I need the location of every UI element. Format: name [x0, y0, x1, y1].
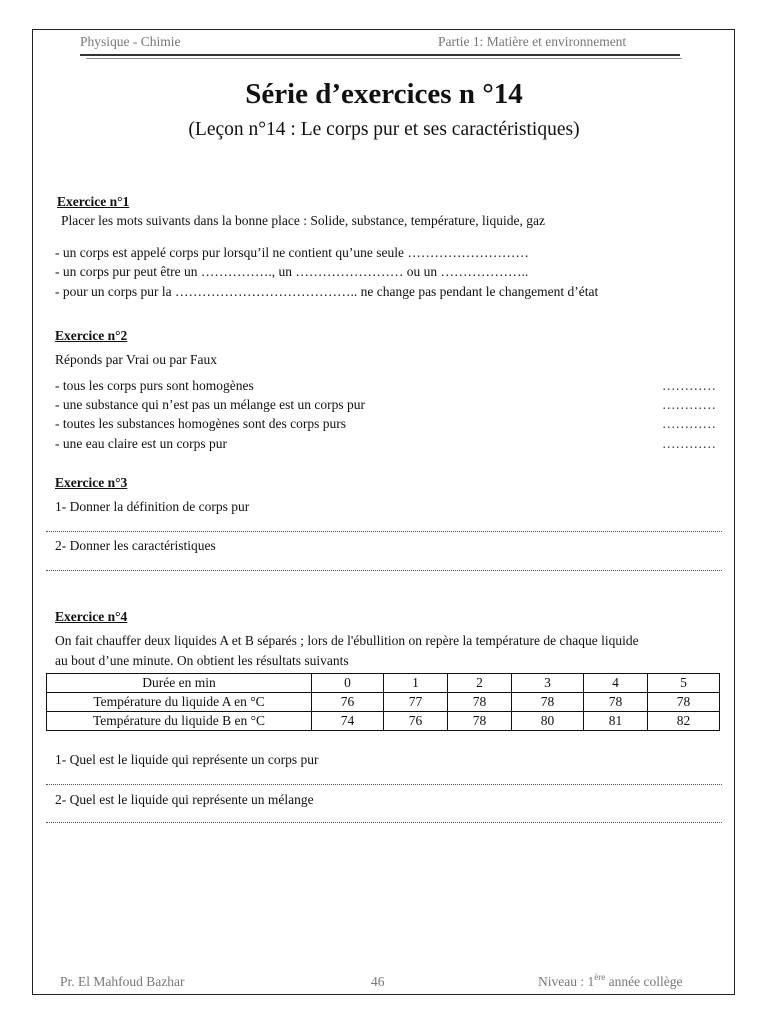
table-cell: 78 — [584, 693, 648, 712]
ex2-heading: Exercice n°2 — [55, 328, 128, 343]
table-row — [47, 674, 720, 693]
header-subject: Physique - Chimie — [80, 34, 181, 49]
table-cell: Durée en min — [47, 674, 312, 693]
ex2-answer-blank: ………… — [662, 397, 716, 412]
ex4-question-2: 2- Quel est le liquide qui représente un mélange — [55, 792, 314, 807]
answer-line — [46, 531, 722, 532]
answer-line — [46, 822, 722, 823]
ex1-line: - un corps est appelé corps pur lorsqu’il ne contient qu’une seule ……………………… — [55, 245, 529, 260]
table-row — [47, 693, 720, 712]
header-rule — [80, 54, 680, 56]
ex4-intro-line: au bout d’une minute. On obtient les résultats suivants — [55, 653, 349, 668]
ex2-item: - une eau claire est un corps pur — [55, 436, 228, 451]
ex1-line: - un corps pur peut être un ……………., un …………………… ou un ……………….. — [55, 264, 529, 279]
ex2-answer-blank: ………… — [662, 436, 716, 451]
table-cell: Température du liquide A en °C — [47, 693, 312, 712]
table-cell: 3 — [512, 674, 584, 693]
answer-line — [46, 784, 722, 785]
ex2-item: - toutes les substances homogènes sont des corps purs — [55, 416, 346, 431]
table-cell: Température du liquide B en °C — [47, 712, 312, 731]
answer-line — [46, 570, 722, 571]
ex4-heading: Exercice n°4 — [55, 609, 128, 624]
table-cell: 0 — [312, 674, 384, 693]
ex1-instruction: Placer les mots suivants dans la bonne place : Solide, substance, température, liquide, gaz — [61, 213, 545, 228]
ex2-answer-blank: ………… — [662, 416, 716, 431]
table-cell: 77 — [384, 693, 448, 712]
header-part: Partie 1: Matière et environnement — [438, 34, 627, 49]
header-rule-thin — [86, 58, 682, 59]
ex2-item: - tous les corps purs sont homogènes — [55, 378, 254, 393]
table-cell: 81 — [584, 712, 648, 731]
table-cell: 1 — [384, 674, 448, 693]
footer-level — [538, 974, 682, 990]
table-cell: 80 — [512, 712, 584, 731]
ex3-heading: Exercice n°3 — [55, 475, 128, 490]
ex4-intro-line: On fait chauffer deux liquides A et B séparés ; lors de l'ébullition on repère la température de chaque liquide — [55, 633, 639, 648]
table-cell: 76 — [312, 693, 384, 712]
table-cell: 5 — [648, 674, 720, 693]
table-row — [47, 712, 720, 731]
ex2-answer-blank: ………… — [662, 378, 716, 393]
ex3-question-1: 1- Donner la définition de corps pur — [55, 499, 250, 514]
table-cell: 76 — [384, 712, 448, 731]
footer-level-suffix: année collège — [605, 974, 683, 989]
ex3-question-2: 2- Donner les caractéristiques — [55, 538, 216, 553]
footer-teacher: Pr. El Mahfoud Bazhar — [60, 974, 185, 989]
page-subtitle: (Leçon n°14 : Le corps pur et ses caractéristiques) — [188, 119, 580, 140]
results-table — [46, 673, 720, 731]
table-cell: 82 — [648, 712, 720, 731]
ex4-question-1: 1- Quel est le liquide qui représente un corps pur — [55, 752, 319, 767]
table-cell: 78 — [448, 693, 512, 712]
table-cell: 4 — [584, 674, 648, 693]
table-cell: 78 — [448, 712, 512, 731]
ex2-item: - une substance qui n’est pas un mélange est un corps pur — [55, 397, 366, 412]
table-cell: 2 — [448, 674, 512, 693]
ex2-instruction: Réponds par Vrai ou par Faux — [55, 352, 218, 367]
footer-page-number: 46 — [371, 974, 385, 989]
ex1-line: - pour un corps pur la ………………………………….. ne change pas pendant le changement d’état — [55, 284, 599, 299]
footer-level-prefix: Niveau : 1 — [538, 974, 595, 989]
footer-level-sup: ère — [594, 972, 606, 982]
table-cell: 78 — [648, 693, 720, 712]
ex1-heading: Exercice n°1 — [57, 194, 130, 209]
page-title: Série d’exercices n °14 — [245, 78, 523, 110]
table-cell: 74 — [312, 712, 384, 731]
table-cell: 78 — [512, 693, 584, 712]
